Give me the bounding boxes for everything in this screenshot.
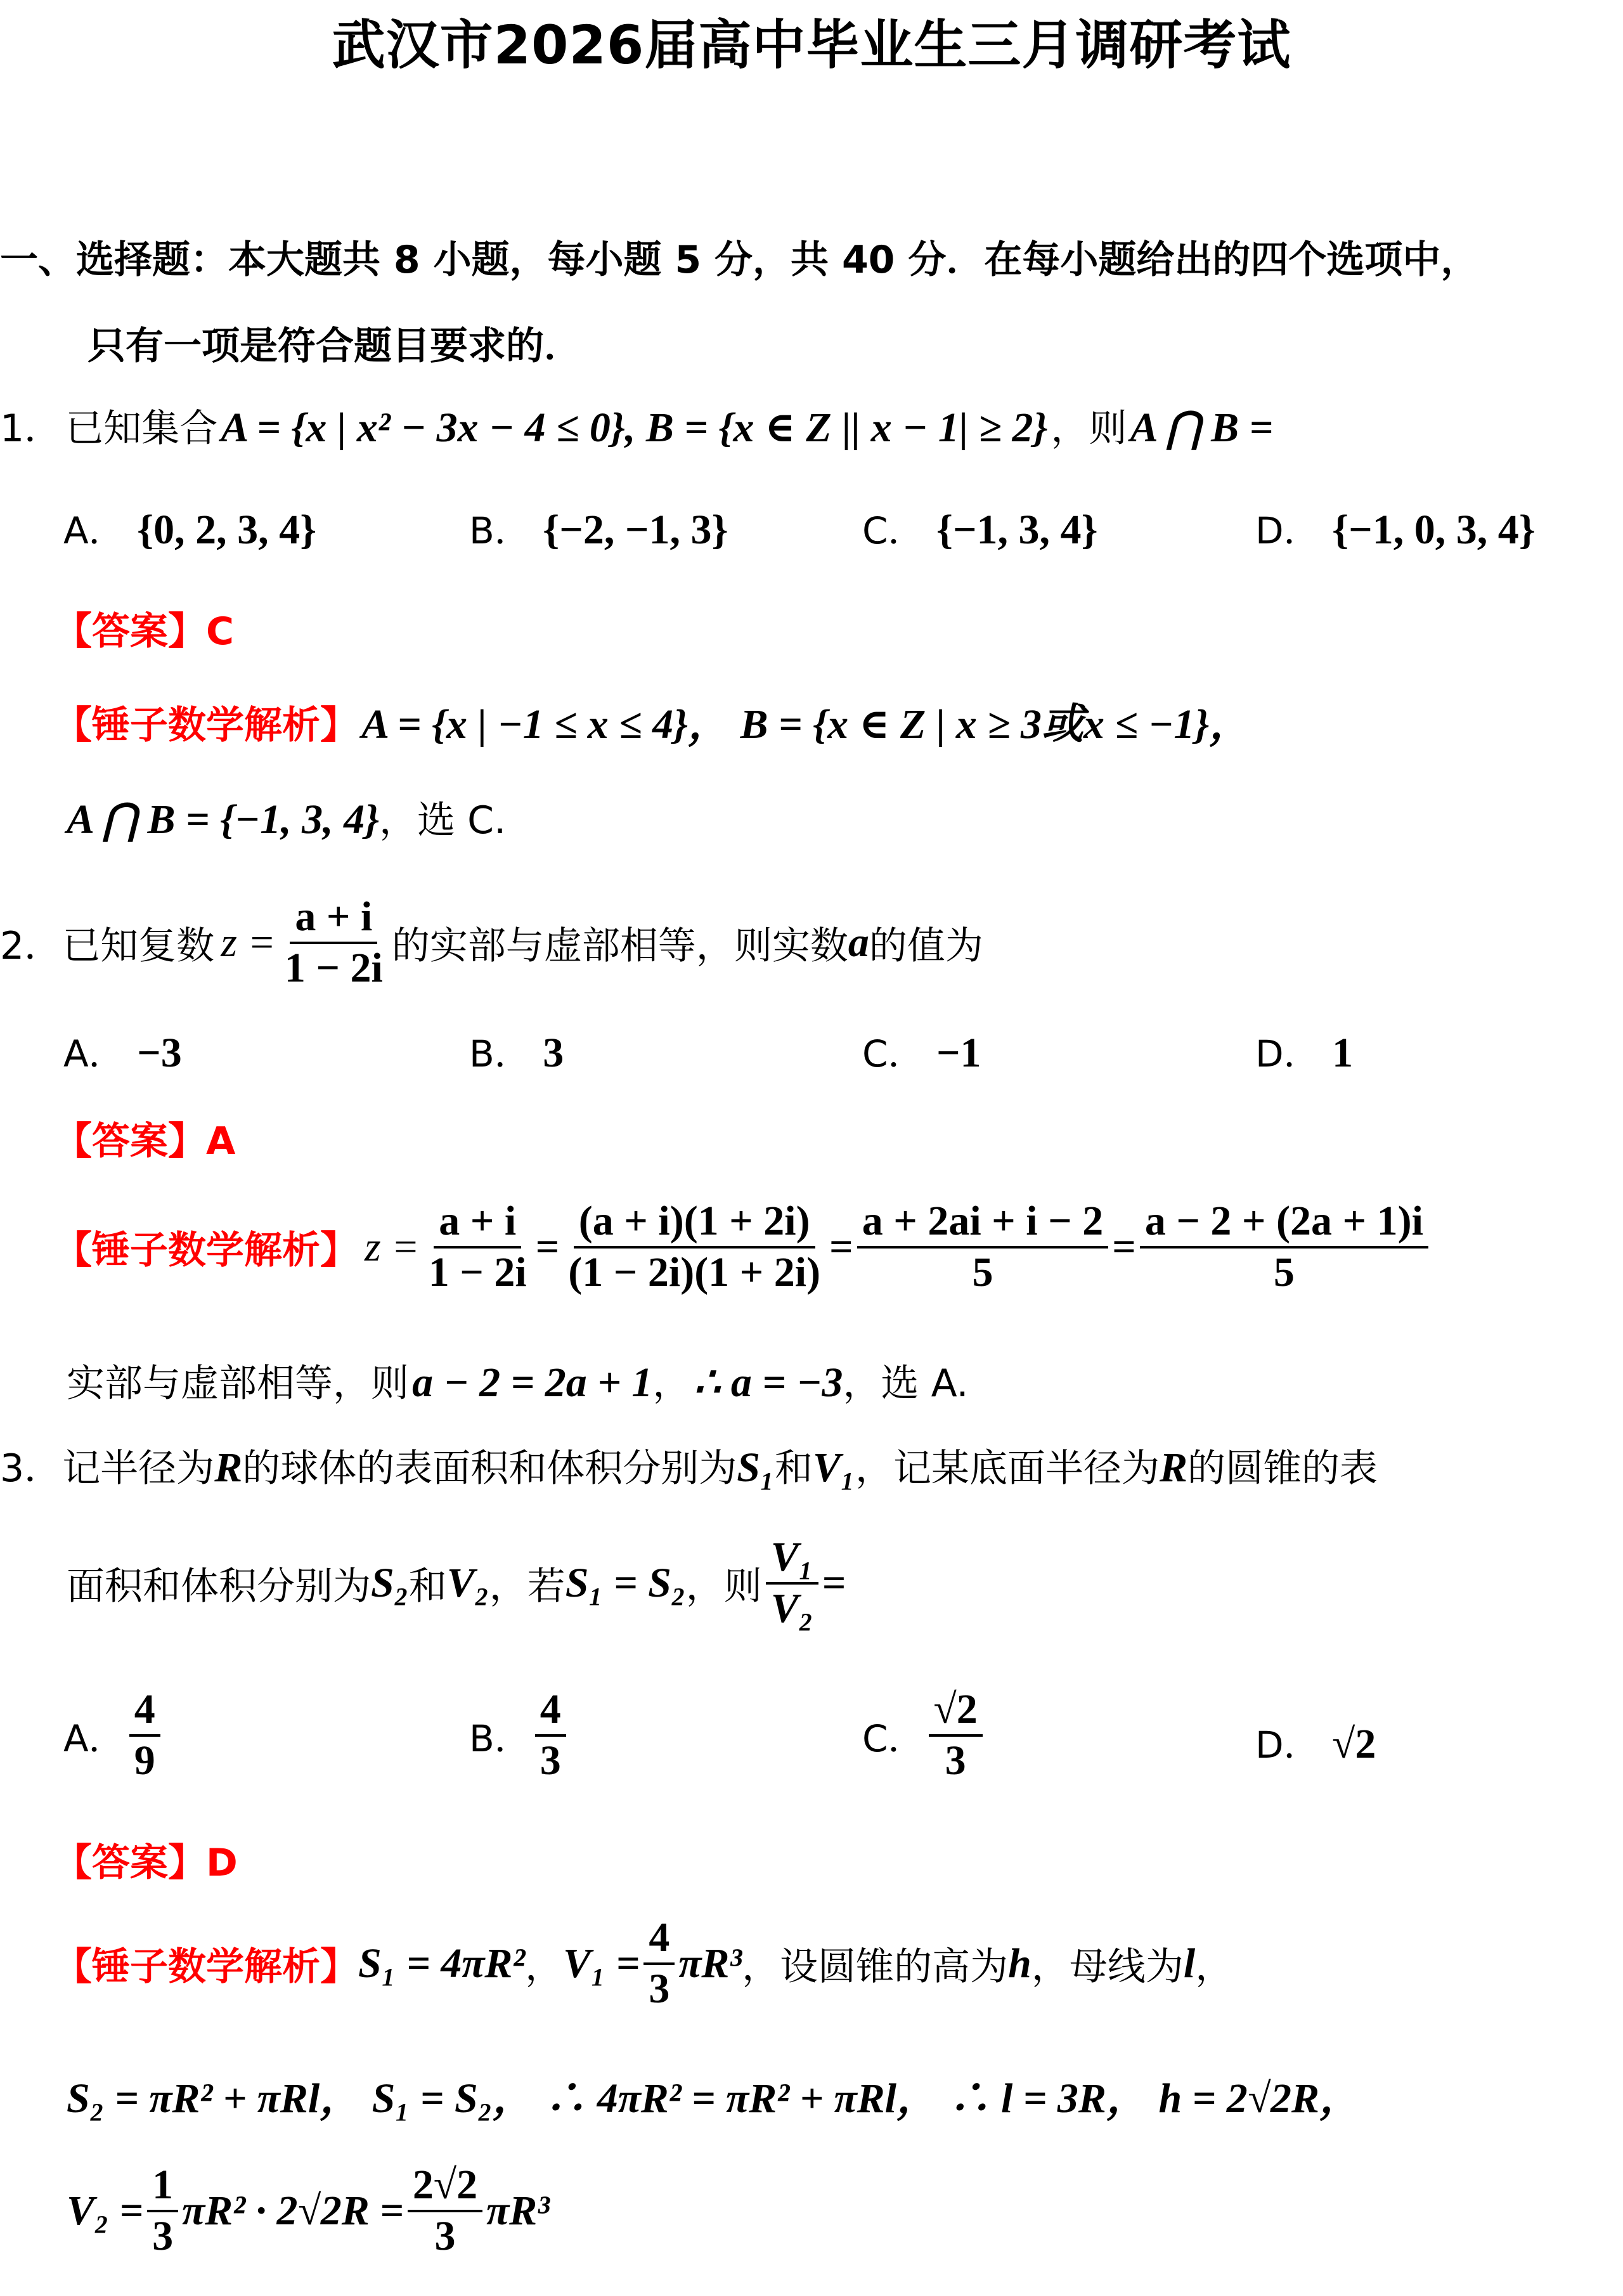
option-letter: C．	[862, 1716, 925, 1760]
stem-text: 的圆锥的表	[1187, 1446, 1378, 1491]
analysis-fraction	[563, 1198, 825, 1295]
section-header-line2: 只有一项是符合题目要求的．	[87, 324, 582, 368]
stem-fraction	[280, 894, 388, 991]
stem-math: S₁ = S₂	[565, 1559, 686, 1606]
analysis-label: 【锤子数学解析】	[54, 1228, 358, 1273]
question-3-stem-line1	[0, 1438, 1378, 1493]
analysis-text: ，	[652, 1361, 691, 1406]
stem-math: S₂	[371, 1559, 409, 1606]
option-letter: A．	[63, 1716, 126, 1760]
stem-text: 面积和体积分别为	[67, 1564, 371, 1609]
q3-option-c[interactable]	[862, 1687, 986, 1784]
analysis-text: ，选 A.	[843, 1361, 969, 1406]
q3-analysis-line3	[67, 2162, 550, 2259]
stem-math: A ⋂ B =	[1130, 405, 1274, 451]
answer-label: 【答案】	[54, 609, 206, 654]
fraction-denominator: 3	[434, 2212, 456, 2259]
stem-math: z =	[221, 919, 276, 966]
analysis-math: πR³	[678, 1940, 742, 1987]
question-1-stem	[0, 398, 1273, 453]
stem-text: 记半径为	[62, 1446, 215, 1491]
analysis-fraction	[857, 1198, 1109, 1295]
equals-sign: =	[829, 1223, 853, 1270]
q2-option-d[interactable]	[1255, 1024, 1353, 1077]
option-value: −3	[137, 1030, 182, 1076]
fraction-denominator: 1 − 2i	[428, 1249, 527, 1295]
fraction-denominator: 1 − 2i	[284, 944, 383, 991]
q2-option-a[interactable]	[63, 1024, 182, 1077]
fraction-numerator: 2√2	[408, 2162, 482, 2212]
fraction-denominator: 3	[152, 2212, 174, 2259]
stem-math: V₁	[812, 1444, 855, 1491]
analysis-math: h	[1008, 1940, 1031, 1987]
answer-value: C	[206, 609, 235, 654]
fraction-denominator: 5	[972, 1249, 993, 1295]
analysis-math: A = {x | −1 ≤ x ≤ 4}， B = {x ∈ Z | x ≥ 3或x ≤ −1}，	[361, 701, 1251, 748]
option-value: {−1, 0, 3, 4}	[1332, 507, 1536, 553]
option-letter: B．	[469, 1032, 531, 1075]
q2-answer	[54, 1111, 235, 1165]
analysis-text: 实部与虚部相等，则	[67, 1361, 409, 1406]
stem-text: 和	[408, 1564, 447, 1609]
q3-option-a[interactable]	[63, 1687, 164, 1784]
option-value: 3	[543, 1030, 564, 1076]
analysis-text: ，母线为	[1031, 1944, 1184, 1989]
fraction-numerator: a + i	[434, 1198, 521, 1249]
q1-analysis-line1	[54, 690, 1251, 750]
option-fraction	[129, 1687, 160, 1784]
equals-sign: =	[1112, 1223, 1136, 1270]
fraction-numerator: 4	[643, 1915, 675, 1965]
question-number: 2．	[0, 923, 63, 968]
q1-option-c[interactable]	[862, 501, 1098, 554]
option-letter: D．	[1255, 1723, 1321, 1767]
q3-option-b[interactable]	[469, 1687, 570, 1784]
option-value: 1	[1332, 1030, 1354, 1076]
analysis-label: 【锤子数学解析】	[54, 703, 358, 748]
option-fraction	[535, 1687, 566, 1784]
question-2-stem	[0, 894, 983, 991]
equals-sign: =	[535, 1223, 560, 1270]
fraction-numerator: 4	[129, 1687, 160, 1737]
q1-option-d[interactable]	[1255, 501, 1536, 554]
q1-option-a[interactable]	[63, 501, 316, 554]
analysis-fraction	[643, 1915, 675, 2012]
fraction-numerator: a + i	[290, 894, 377, 944]
stem-text: 的球体的表面积和体积分别为	[242, 1446, 737, 1491]
stem-text: ，则	[1051, 406, 1127, 451]
analysis-math: a − 2 = 2a + 1	[412, 1359, 653, 1406]
stem-math: V₂	[446, 1559, 489, 1606]
equals-sign: =	[822, 1559, 846, 1606]
fraction-denominator: V₂	[770, 1585, 813, 1631]
fraction-denominator: (1 − 2i)(1 + 2i)	[568, 1249, 821, 1295]
stem-text: ，若	[489, 1564, 566, 1609]
option-value: {−2, −1, 3}	[543, 507, 728, 553]
question-number: 3．	[0, 1446, 63, 1491]
analysis-text: ，设圆锥的高为	[742, 1944, 1009, 1989]
fraction-numerator: a − 2 + (2a + 1)i	[1140, 1198, 1428, 1249]
stem-math: S₁	[737, 1444, 775, 1491]
stem-text: 和	[774, 1446, 813, 1491]
option-value: {0, 2, 3, 4}	[137, 507, 317, 553]
analysis-fraction	[1140, 1198, 1428, 1295]
analysis-math: S₁ = 4πR²	[358, 1940, 526, 1987]
analysis-math: πR² · 2√2R =	[182, 2187, 404, 2234]
q3-analysis-line1	[54, 1915, 1233, 2012]
fraction-numerator: a + 2ai + i − 2	[857, 1198, 1109, 1249]
q2-option-c[interactable]	[862, 1024, 981, 1077]
option-fraction	[929, 1687, 983, 1784]
option-letter: B．	[469, 509, 531, 552]
fraction-denominator: 9	[134, 1737, 155, 1784]
question-3-stem-line2	[67, 1534, 846, 1631]
option-value: √2	[1332, 1721, 1376, 1767]
stem-text: 已知集合	[65, 406, 218, 451]
q1-option-b[interactable]	[469, 501, 728, 554]
exam-title: 武汉市2026届高中毕业生三月调研考试	[332, 14, 1291, 76]
q2-option-b[interactable]	[469, 1024, 564, 1077]
option-letter: A．	[63, 509, 126, 552]
analysis-text: ，	[525, 1944, 564, 1989]
q1-analysis-line2	[67, 790, 506, 845]
option-letter: D．	[1255, 1032, 1321, 1075]
stem-math: a	[848, 919, 869, 966]
analysis-text: ，选 C.	[379, 798, 507, 843]
stem-text: ，记某底面半径为	[855, 1446, 1160, 1491]
fraction-denominator: 3	[945, 1737, 966, 1784]
option-value: {−1, 3, 4}	[936, 507, 1098, 553]
analysis-fraction	[408, 2162, 482, 2259]
q2-analysis-line1	[54, 1198, 1432, 1295]
answer-label: 【答案】	[54, 1119, 206, 1164]
stem-text: ，则	[685, 1564, 762, 1609]
fraction-numerator: V₁	[766, 1534, 818, 1585]
q3-option-d[interactable]	[1255, 1715, 1376, 1768]
stem-math: R	[1159, 1444, 1187, 1491]
analysis-math: z =	[365, 1223, 420, 1270]
analysis-math: V₁ =	[563, 1940, 640, 1987]
answer-label: 【答案】	[54, 1841, 206, 1885]
question-number: 1．	[0, 406, 63, 451]
analysis-label: 【锤子数学解析】	[54, 1944, 358, 1989]
fraction-denominator: 3	[649, 1965, 670, 2012]
section-header-line1: 一、选择题：本大题共 8 小题，每小题 5 分，共 40 分．在每小题给出的四个选项中，	[0, 238, 1479, 282]
option-letter: A．	[63, 1032, 126, 1075]
analysis-text: ，	[1195, 1944, 1234, 1989]
option-letter: C．	[862, 1032, 925, 1075]
fraction-denominator: 5	[1273, 1249, 1295, 1295]
stem-math: A = {x | x² − 3x − 4 ≤ 0}, B = {x ∈ Z || x − 1| ≥ 2}	[221, 405, 1048, 451]
analysis-fraction	[424, 1198, 532, 1295]
option-letter: D．	[1255, 509, 1321, 552]
fraction-numerator: (a + i)(1 + 2i)	[574, 1198, 815, 1249]
option-letter: B．	[469, 1716, 531, 1760]
stem-fraction	[766, 1534, 818, 1631]
analysis-math: A ⋂ B = {−1, 3, 4}	[67, 796, 380, 843]
q2-analysis-line2	[67, 1353, 969, 1408]
q3-answer	[54, 1832, 238, 1887]
analysis-fraction	[147, 2162, 178, 2259]
fraction-numerator: 4	[535, 1687, 566, 1737]
fraction-numerator: √2	[929, 1687, 983, 1737]
fraction-numerator: 1	[147, 2162, 178, 2212]
analysis-math: πR³	[486, 2187, 550, 2234]
analysis-math: ∴ a = −3	[694, 1359, 843, 1406]
stem-text: 的实部与虚部相等，则实数	[391, 923, 848, 968]
option-value: −1	[936, 1030, 981, 1076]
analysis-math: V₂ =	[67, 2187, 144, 2234]
answer-value: D	[206, 1841, 238, 1885]
option-letter: C．	[862, 509, 925, 552]
stem-math: R	[214, 1444, 243, 1491]
analysis-math: l	[1183, 1940, 1196, 1987]
stem-text: 的值为	[869, 923, 983, 968]
fraction-denominator: 3	[540, 1737, 561, 1784]
answer-value: A	[206, 1119, 236, 1164]
q1-answer	[54, 601, 234, 656]
analysis-math: S₂ = πR² + πRl， S₁ = S₂， ∴ 4πR² = πR² + πRl， ∴ l = 3R， h = 2√2R，	[67, 2075, 1362, 2122]
stem-text: 已知复数	[62, 923, 215, 968]
q3-analysis-line2	[67, 2064, 1361, 2124]
